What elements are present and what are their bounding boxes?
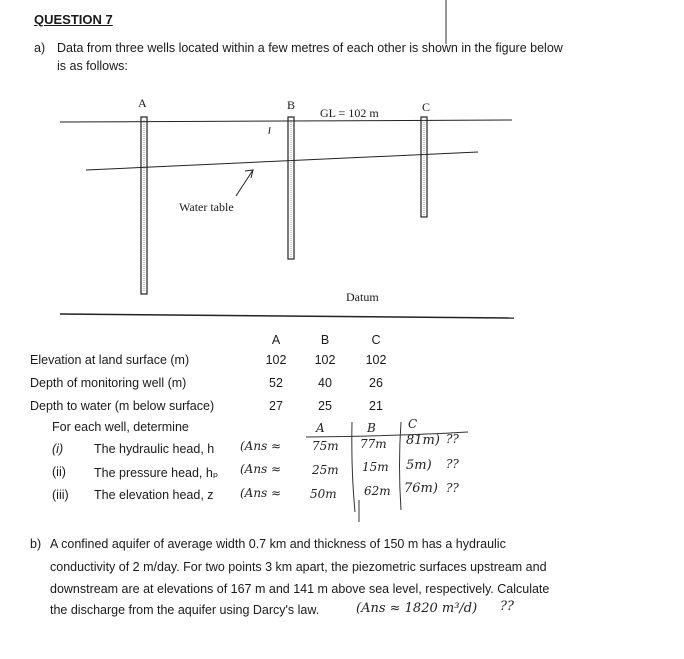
part-b-line4: the discharge from the aquifer using Darcy's law. <box>50 603 320 617</box>
table-row-label: Depth to water (m below surface) <box>30 399 215 413</box>
well-c <box>421 117 427 217</box>
part-b-answer: (Ans ≈ 1820 m³/d) <box>356 601 478 616</box>
table-cell: 102 <box>314 353 336 367</box>
table-cell: 26 <box>369 376 383 390</box>
hand-ans-prefix: (Ans ≈ <box>240 439 282 453</box>
item-number: (ii) <box>52 465 66 479</box>
ground-level-label: GL = 102 m <box>320 106 379 120</box>
table-col-a: A <box>271 333 281 347</box>
part-b-answer-question: ?? <box>500 599 514 614</box>
table-cell: 27 <box>269 399 283 413</box>
small-tick-mark <box>269 127 270 134</box>
hand-cell: 76m) <box>404 481 438 496</box>
part-b-line1: A confined aquifer of average width 0.7 km and thickness of 150 m has a hydraulic <box>50 537 506 551</box>
part-b-line3: downstream are at elevations of 167 m and 141 m above sea level, respectively. Calculate <box>50 582 550 596</box>
hand-cell: 77m <box>360 437 387 451</box>
part-b-label: b) <box>30 537 42 551</box>
water-table-arrow <box>236 170 253 196</box>
table-row-label: Depth of monitoring well (m) <box>30 376 187 390</box>
table-col-c: C <box>371 333 381 347</box>
hand-cell: 50m <box>310 487 337 501</box>
water-table-line <box>86 152 478 170</box>
hand-cell: 81m) <box>406 433 440 448</box>
datum-line <box>60 314 514 318</box>
hand-question: ?? <box>446 432 459 446</box>
water-table-label: Water table <box>179 200 234 214</box>
datum-label: Datum <box>346 290 379 304</box>
well-label-b: B <box>287 98 296 112</box>
table-cell: 102 <box>365 353 387 367</box>
table-cell: 21 <box>369 399 383 413</box>
question-title: QUESTION 7 <box>34 12 113 27</box>
hand-header-c: C <box>408 417 418 431</box>
well-label-a: A <box>138 96 147 110</box>
well-label-c: C <box>422 100 431 114</box>
table-cell: 52 <box>269 376 283 390</box>
item-text: The pressure head, hₚ <box>94 466 219 480</box>
item-number: (i) <box>52 442 64 456</box>
hand-header-a: A <box>316 421 325 435</box>
part-a-text-line2: is as follows: <box>57 59 128 73</box>
item-text: The elevation head, z <box>94 488 214 502</box>
hand-header-b: B <box>367 421 376 435</box>
hand-question: ?? <box>446 481 459 495</box>
well-a <box>141 117 147 294</box>
determine-intro: For each well, determine <box>52 420 189 434</box>
hand-question: ?? <box>446 457 459 471</box>
item-number: (iii) <box>52 488 69 502</box>
hand-cell: 62m <box>364 484 391 498</box>
item-text: The hydraulic head, h <box>94 442 215 456</box>
hand-ans-prefix: (Ans ≈ <box>240 462 282 476</box>
hand-cell: 5m) <box>406 458 432 473</box>
part-b-line2: conductivity of 2 m/day. For two points 3 km apart, the piezometric surfaces upstream and <box>50 560 547 574</box>
hand-cell: 15m <box>362 460 389 474</box>
part-a-label: a) <box>34 41 46 55</box>
table-cell: 102 <box>265 353 287 367</box>
table-col-b: B <box>320 333 330 347</box>
hand-cell: 25m <box>312 463 339 477</box>
well-b <box>288 117 294 259</box>
hand-ans-prefix: (Ans ≈ <box>240 486 282 500</box>
hand-cell: 75m <box>312 439 339 453</box>
table-row-label: Elevation at land surface (m) <box>30 353 190 367</box>
ground-level-line <box>60 120 512 122</box>
table-cell: 25 <box>318 399 332 413</box>
part-a-text-line1: Data from three wells located within a few metres of each other is shown in the figure below <box>57 41 563 55</box>
table-cell: 40 <box>318 376 332 390</box>
